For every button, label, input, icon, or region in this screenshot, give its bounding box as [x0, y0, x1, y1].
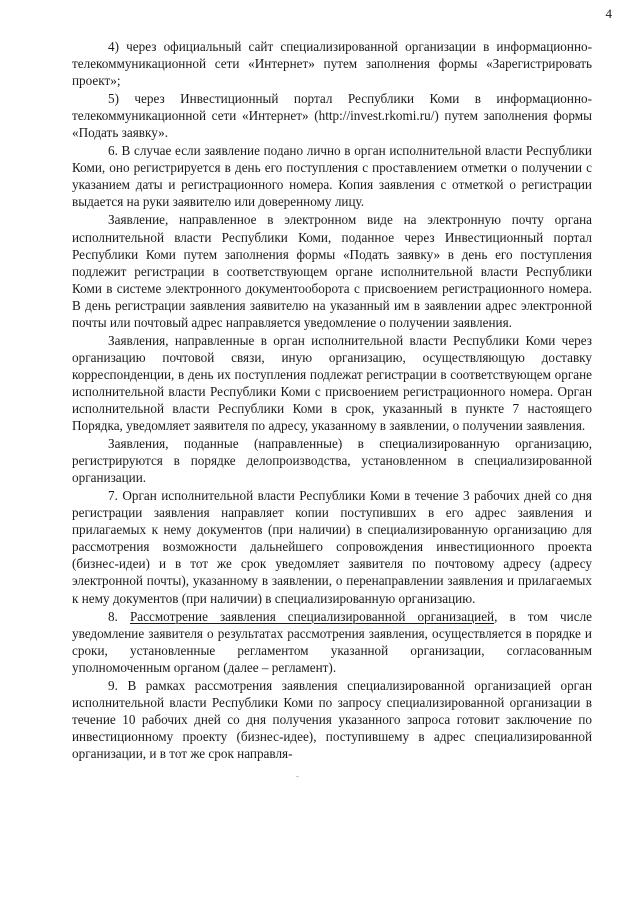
paragraph-section-8: [72, 608, 592, 676]
paragraph-item-5: 5) через Инвестиционный портал Республики Коми в информационно-телекоммуникационной сети «Интернет» (http://invest.rkomi.ru/) путем заполнения формы «Подать заявку».: [72, 91, 592, 141]
paragraph-item-4: 4) через официальный сайт специализированной организации в информационно-телекоммуникационной сети «Интернет» путем заполнения формы «Зарегистрировать проект»;: [72, 39, 592, 89]
paragraph-section-7: 7. Орган исполнительной власти Республики Коми в течение 3 рабочих дней со дня регистрации заявления направляет копии поступивших в его адрес заявления и прилагаемых к нему документов (при наличии) в специализированную организацию для рассмотрения возможности дальнейшего сопровождения инвестиционного проекта (бизнес-идеи) и в тот же срок уведомляет заявителя по почтовому адресу (адресу электронной почты), указанному в заявлении, о перенаправлении заявления и прилагаемых к нему документов (при наличии) в специализированную организацию.: [72, 488, 592, 606]
section-8-number: 8.: [108, 608, 118, 624]
scan-artifact: [296, 776, 299, 777]
document-body: [72, 38, 592, 762]
paragraph-postal-registration: Заявления, направленные в орган исполнительной власти Республики Коми через организацию почтовой связи, иную организацию, осуществляющую доставку корреспонденции, в день их поступления подлежат регистрации в соответствующем органе исполнительной власти Республики Коми с присвоением регистрационного номера. Орган исполнительной власти Республики Коми в срок, указанный в пункте 7 настоящего Порядка, уведомляет заявителя по адресу, указанному в заявлении, о получении заявления.: [72, 332, 592, 434]
page-number: 4: [605, 6, 612, 21]
paragraph-specialized-organization: Заявления, поданные (направленные) в специализированную организацию, регистрируются в порядке делопроизводства, установленном в специализированной организации.: [72, 436, 592, 486]
paragraph-section-6: 6. В случае если заявление подано лично в орган исполнительной власти Республики Коми, оно регистрируется в день его поступления с проставлением отметки о получении с указанием даты и регистрационного номера. Копия заявления с отметкой о регистрации выдается на руки заявителю или доверенному лицу.: [72, 143, 592, 210]
section-8-underlined-text: Рассмотрение заявления специализированной организацией: [129, 608, 495, 624]
section-8-rest-text: , в том числе уведомление заявителя о результатах рассмотрения заявления, осуществляется в порядке и сроки, установленные регламентом указанной организации, согласованным уполномоченным органом (далее – регламент).: [72, 608, 593, 675]
paragraph-section-9: 9. В рамках рассмотрения заявления специализированной организацией орган исполнительной власти Республики Коми по запросу специализированной организации в течение 10 рабочих дней со дня получения указанного запроса готовит заключение по инвестиционному проекту (бизнес-идее), поступившему в адрес специализированной организации, и в тот же срок направля-: [72, 677, 592, 761]
paragraph-electronic-registration: Заявление, направленное в электронном виде на электронную почту органа исполнительной власти Республики Коми, поданное через Инвестиционный портал Республики Коми путем заполнения формы «Подать заявку» в день его поступления подлежит регистрации в соответствующем органе исполнительной власти Республики Коми в системе электронного документооборота с присвоением регистрационного номера. В день регистрации заявления заявителю на указанный им в заявлении адрес электронной почты или почтовый адрес направляется уведомление о получении заявления.: [72, 212, 592, 330]
